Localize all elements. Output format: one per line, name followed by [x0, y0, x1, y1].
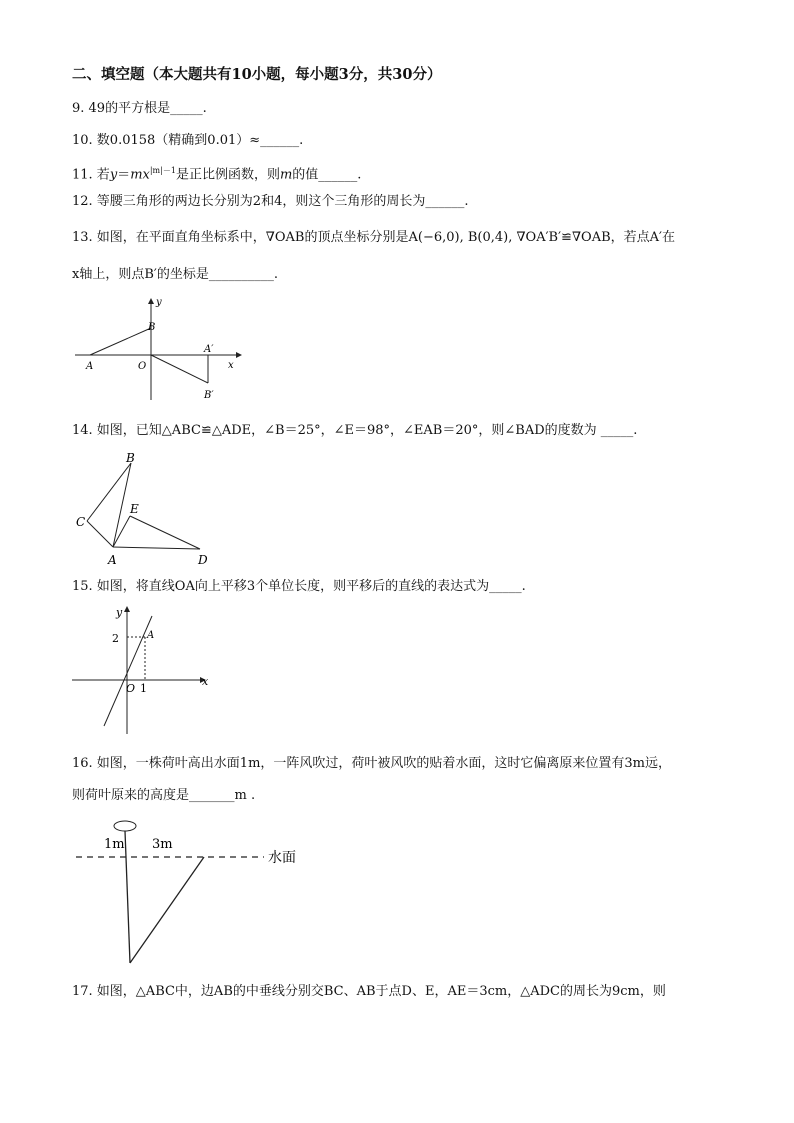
question-10: 10. 数0.0158（精确到0.01）≈______.	[72, 133, 304, 148]
question-13-line1: 13. 如图，在平面直角坐标系中，∇OAB的顶点坐标分别是A(−6,0), B(0,4), ∇OA′B′≌∇OAB，若点A′在	[72, 230, 675, 245]
q15-label-1: 1	[140, 682, 147, 695]
q13-segment-ab	[90, 328, 151, 355]
question-17: 17. 如图，△ABC中，边AB的中垂线分别交BC、AB于点D、E，AE＝3cm，△ADC的周长为9cm，则	[72, 984, 666, 999]
q11-exponent: |m|－1	[149, 166, 176, 175]
q14-label-c: C	[76, 515, 86, 529]
q15-label-y: y	[116, 606, 123, 619]
q14-label-d: D	[198, 553, 208, 567]
figure-q14	[70, 448, 220, 570]
q11-eq: ＝	[117, 167, 131, 183]
q15-label-a: A	[147, 630, 155, 641]
q14-segment-ad	[113, 547, 200, 549]
question-16-line2: 则荷叶原来的高度是_______m .	[72, 788, 256, 803]
question-12: 12. 等腰三角形的两边长分别为2和4，则这个三角形的周长为______.	[72, 194, 469, 209]
q15-y-arrow	[124, 606, 130, 612]
q11-suffix: 的值______.	[292, 167, 362, 183]
question-15: 15. 如图，将直线OA向上平移3个单位长度，则平移后的直线的表达式为_____.	[72, 579, 526, 594]
q13-label-b-prime: B′	[204, 390, 214, 401]
q16-stem-original	[125, 831, 130, 963]
section-title: 二、填空题（本大题共有10小题，每小题3分，共30分）	[72, 66, 442, 83]
question-9: 9. 49的平方根是_____.	[72, 101, 207, 116]
q15-label-2: 2	[112, 632, 119, 645]
figure-q13	[70, 292, 245, 404]
q16-label-water: 水面	[268, 850, 296, 866]
q16-stem-bent	[130, 857, 204, 963]
figure-q16	[72, 815, 312, 970]
q11-mid: 是正比例函数，则	[175, 167, 280, 183]
q13-x-arrow	[236, 352, 242, 358]
q13-label-x: x	[228, 360, 234, 371]
question-14: 14. 如图，已知△ABC≌△ADE，∠B＝25°，∠E＝98°，∠EAB＝20°，则∠BAD的度数为 _____.	[72, 423, 638, 438]
question-13-line2: x轴上，则点B′的坐标是__________.	[72, 267, 278, 282]
q13-label-y: y	[156, 297, 162, 308]
q15-label-x: x	[202, 675, 209, 688]
q14-label-a: A	[108, 553, 117, 567]
q14-segment-ae	[113, 516, 130, 547]
q16-label-3m: 3m	[152, 837, 173, 852]
q11-prefix: 11. 若	[72, 167, 110, 183]
question-11	[72, 162, 361, 184]
q11-m: m	[279, 167, 293, 183]
question-16-line1: 16. 如图，一株荷叶高出水面1m，一阵风吹过，荷叶被风吹的贴着水面，这时它偏离原来位置有3m远，	[72, 756, 672, 771]
q14-segment-ac	[87, 521, 113, 547]
q13-label-a: A	[86, 361, 94, 372]
q11-mx: mx	[130, 167, 150, 183]
q13-segment-ob2	[151, 355, 208, 383]
q13-label-b: B	[148, 322, 156, 333]
q11-y: y	[109, 167, 118, 183]
q15-label-o: O	[126, 682, 136, 695]
q13-y-arrow	[148, 298, 154, 304]
q14-label-b: B	[126, 451, 135, 465]
q13-label-o: O	[138, 361, 147, 372]
q16-label-1m: 1m	[104, 837, 125, 852]
q14-segment-ed	[130, 516, 200, 549]
q16-lotus-leaf	[114, 821, 136, 831]
figure-q15	[70, 600, 215, 738]
q14-label-e: E	[130, 502, 139, 516]
q13-label-a-prime: A′	[204, 344, 214, 355]
